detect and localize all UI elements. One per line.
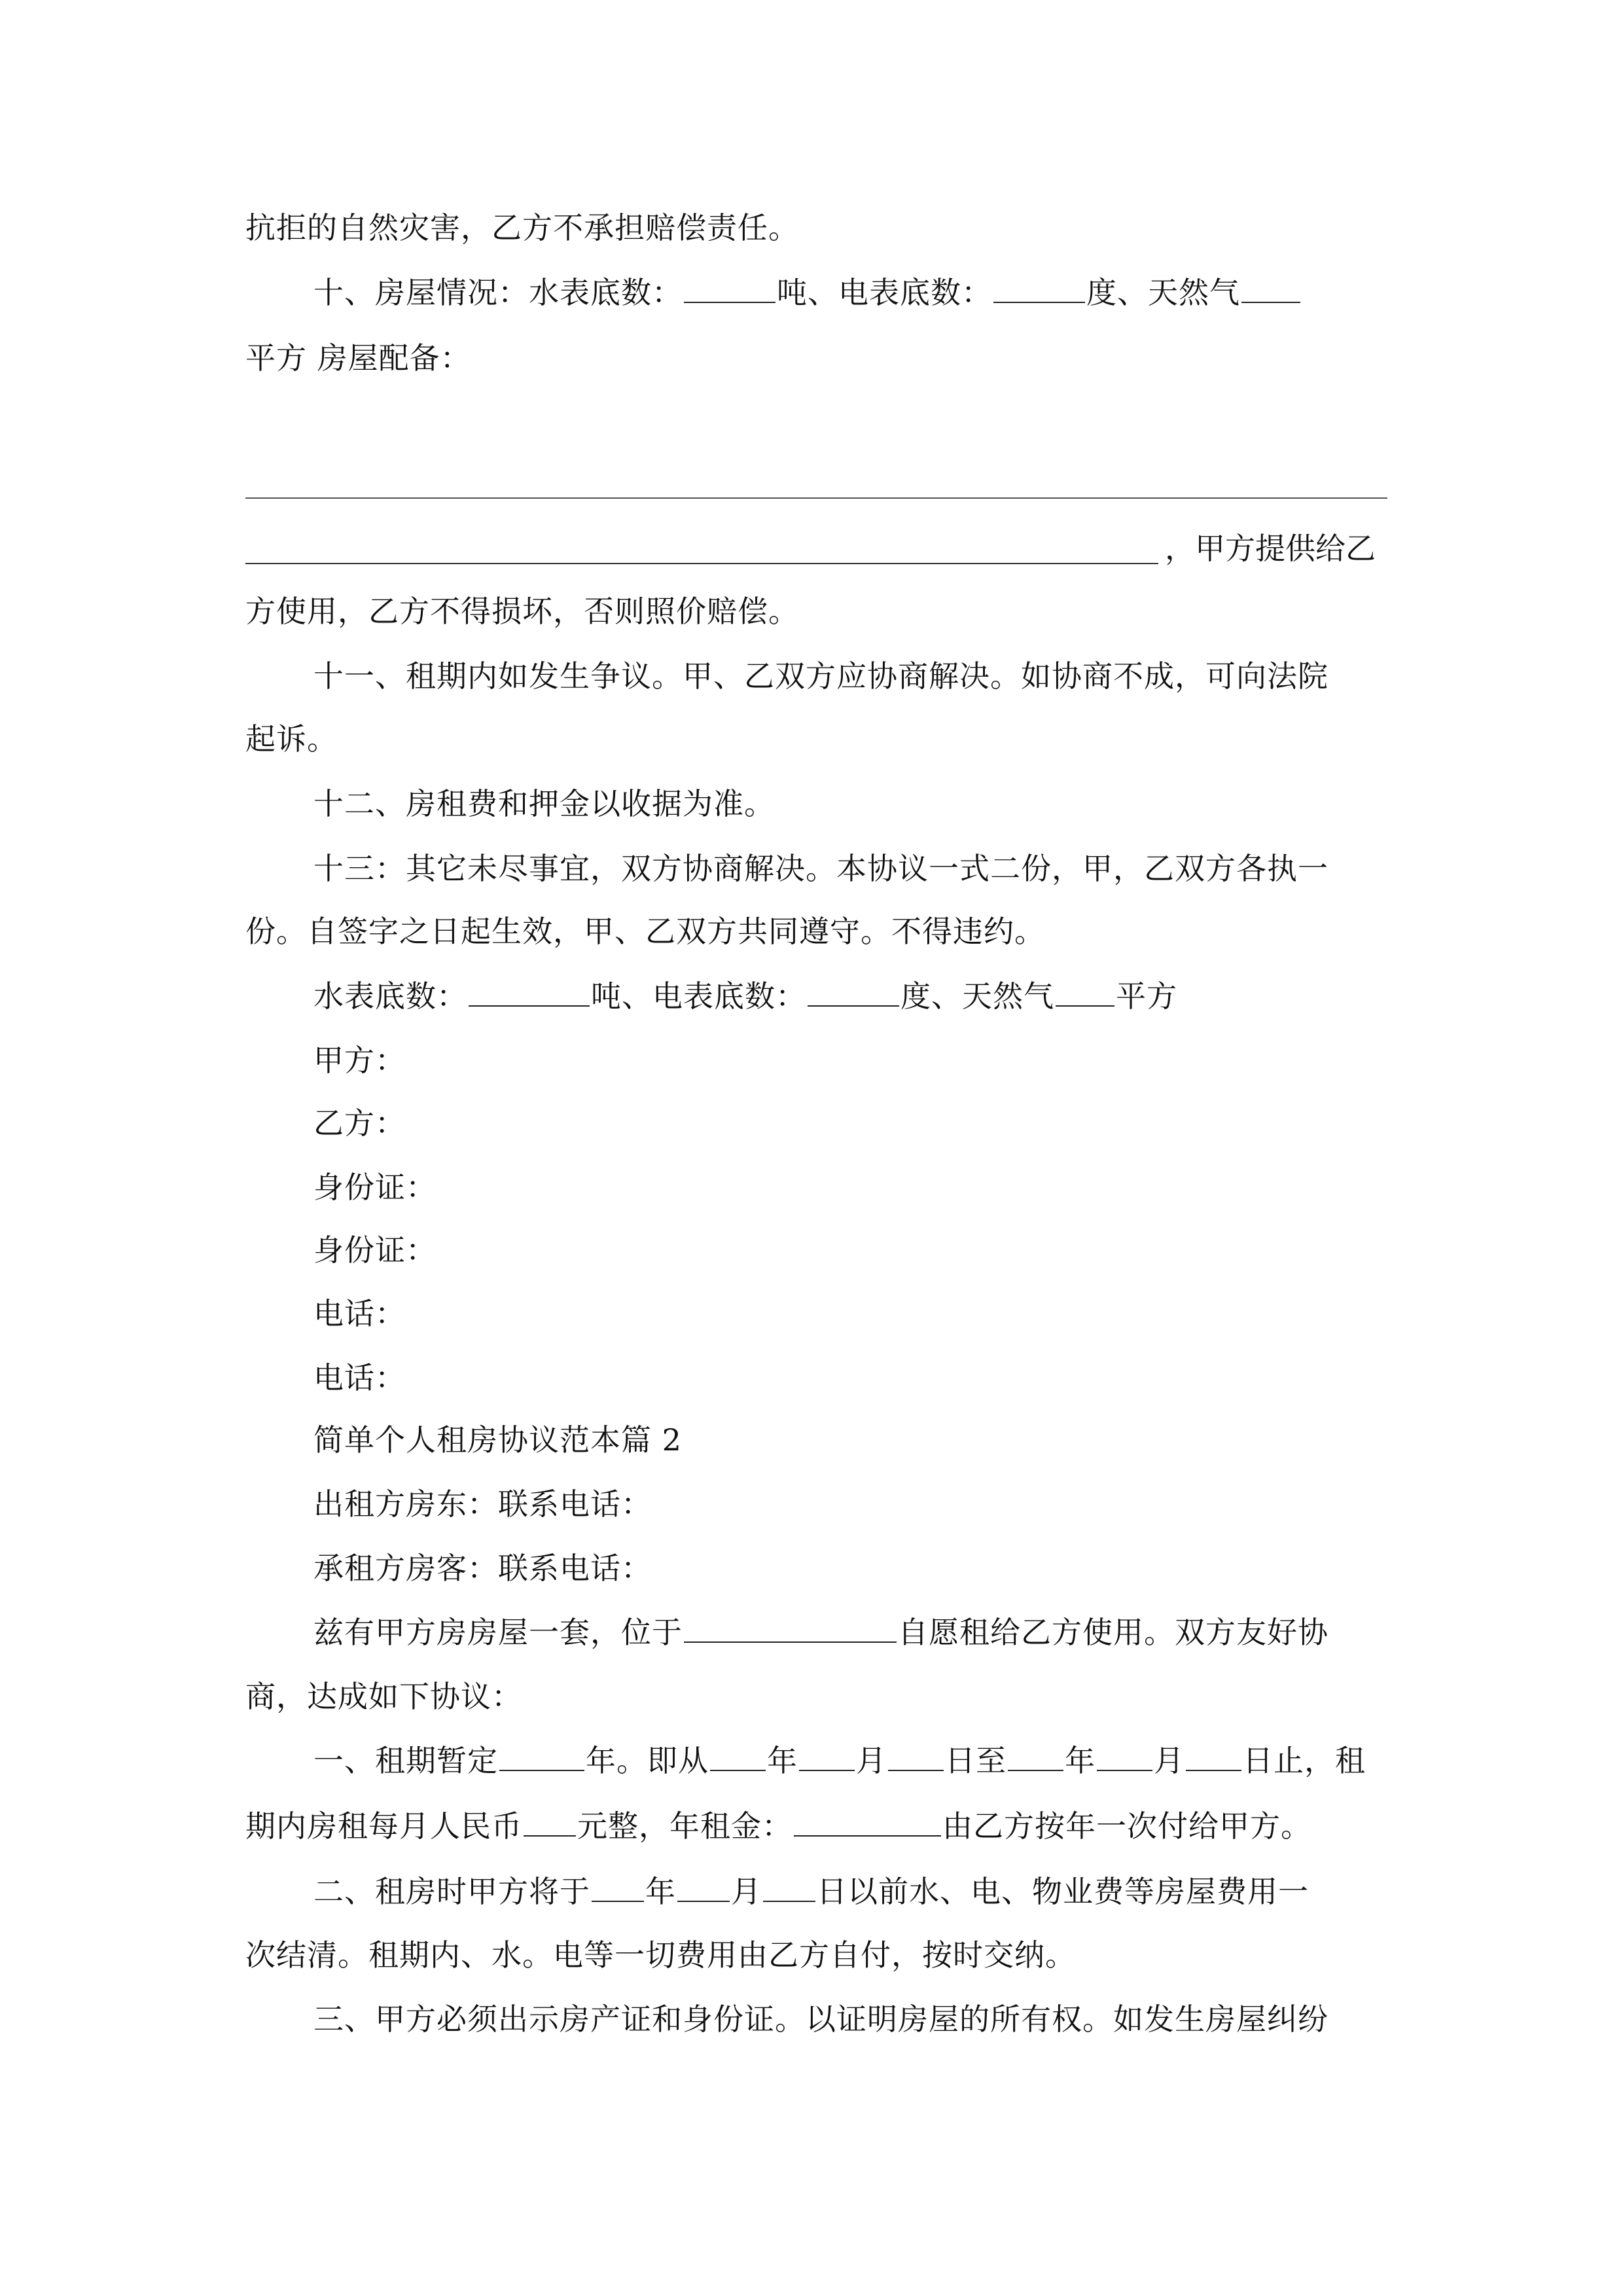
paragraph-text: 十三：其它未尽事宜，双方协商解决。本协议一式二份，甲，乙双方各执一 [313, 851, 1329, 886]
paragraph-text: 期内房租每月人民币 [245, 1808, 522, 1844]
section-heading [313, 1420, 1387, 1460]
paragraph-text: 月 [856, 1743, 887, 1778]
paragraph-text: 度、天然气 [1086, 275, 1240, 310]
text-line [313, 784, 1387, 823]
paragraph-text: 年。即从 [586, 1743, 709, 1778]
fill-blank [1008, 1741, 1063, 1771]
fill-blank [888, 1741, 944, 1771]
paragraph-text: 兹有甲方房房屋一套，位于 [313, 1615, 683, 1650]
text-line [313, 2000, 1387, 2039]
fill-blank [1186, 1741, 1241, 1771]
text-line [313, 1549, 1387, 1588]
paragraph-text: ，甲方提供给乙 [1165, 531, 1376, 566]
text-line [313, 1103, 1387, 1143]
paragraph-text: 年 [767, 1743, 798, 1778]
paragraph-text: 月 [731, 1874, 762, 1909]
text-line [313, 849, 1387, 888]
text-line [313, 1484, 1387, 1524]
text-line [245, 719, 1387, 759]
paragraph-text: 吨、电表底数： [777, 275, 992, 310]
fill-blank [1056, 977, 1115, 1007]
fill-blank [684, 1613, 897, 1643]
text-line [245, 592, 1387, 631]
fill-blank [684, 273, 776, 303]
text-line [245, 208, 1387, 247]
fill-blank [993, 273, 1085, 303]
fill-blank [763, 1872, 815, 1902]
fill-blank [799, 1741, 855, 1771]
paragraph-text: 平方 [1116, 978, 1177, 1014]
fill-blank [677, 1872, 730, 1902]
text-line [245, 1677, 1387, 1716]
paragraph-text: 三、甲方必须出示房产证和身份证。以证明房屋的所有权。如发生房屋纠纷 [313, 2001, 1329, 2037]
section-title: 简单个人租房协议范本篇 2 [313, 1422, 682, 1458]
paragraph-text: 平方 房屋配备： [245, 340, 471, 376]
text-line [245, 338, 1387, 378]
paragraph-text: 商，达成如下协议： [245, 1679, 522, 1714]
paragraph-text: 方使用，乙方不得损坏，否则照价赔偿。 [245, 594, 799, 629]
blank-rule [245, 497, 1387, 499]
text-line [313, 977, 1387, 1016]
paragraph-text: 日止，租 [1243, 1743, 1366, 1778]
text-line [313, 1358, 1387, 1397]
paragraph-text: 份。自签字之日起生效，甲、乙双方共同遵守。不得违约。 [245, 914, 1045, 949]
text-line [313, 1294, 1387, 1333]
text-line [313, 1230, 1387, 1270]
text-line [313, 1741, 1387, 1780]
text-line [313, 273, 1387, 312]
fill-blank [794, 1806, 941, 1837]
fill-blank [710, 1741, 766, 1771]
text-line [1165, 529, 1376, 568]
phone-label: 电话： [313, 1296, 406, 1331]
paragraph-text: 十一、租期内如发生争议。甲、乙双方应协商解决。如协商不成，可向法院 [313, 658, 1329, 694]
text-line [313, 1041, 1387, 1080]
paragraph-text: 由乙方按年一次付给甲方。 [942, 1808, 1311, 1844]
paragraph-text: 度、天然气 [901, 978, 1054, 1014]
paragraph-text: 吨、电表底数： [591, 978, 806, 1014]
paragraph-text: 年 [1065, 1743, 1096, 1778]
fill-blank [469, 977, 590, 1007]
phone-label: 电话： [313, 1360, 406, 1395]
signature-label-party-a: 甲方： [313, 1043, 406, 1078]
fill-blank [1097, 1741, 1152, 1771]
signature-label-party-b: 乙方： [313, 1105, 406, 1141]
paragraph-text: 承租方房客：联系电话： [313, 1551, 652, 1586]
paragraph-text: 二、租房时甲方将于 [313, 1874, 590, 1909]
paragraph-text: 元整，年租金： [577, 1808, 793, 1844]
paragraph-text: 日至 [945, 1743, 1007, 1778]
text-line [245, 1806, 1387, 1846]
paragraph-text: 抗拒的自然灾害，乙方不承担赔偿责任。 [245, 210, 799, 245]
paragraph-text: 日以前水、电、物业费等房屋费用一 [817, 1874, 1309, 1909]
fill-blank [808, 977, 899, 1007]
id-label: 身份证： [313, 1232, 437, 1268]
paragraph-text: 出租方房东：联系电话： [313, 1486, 652, 1522]
text-line [313, 1872, 1387, 1911]
paragraph-text: 水表底数： [313, 978, 467, 1014]
text-line [313, 1168, 1387, 1207]
paragraph-text: 自愿租给乙方使用。双方友好协 [898, 1615, 1329, 1650]
fill-blank [499, 1741, 584, 1771]
paragraph-text: 十二、房租费和押金以收据为准。 [313, 786, 775, 821]
id-label: 身份证： [313, 1170, 437, 1205]
text-line [245, 912, 1387, 951]
text-line [245, 1935, 1387, 1975]
fill-blank [592, 1872, 644, 1902]
paragraph-text: 十、房屋情况：水表底数： [313, 275, 683, 310]
fill-blank [1241, 273, 1300, 303]
blank-rule [245, 563, 1158, 564]
text-line [313, 656, 1387, 696]
paragraph-text: 次结清。租期内、水。电等一切费用由乙方自付，按时交纳。 [245, 1937, 1076, 1973]
fill-blank [524, 1806, 576, 1837]
paragraph-text: 起诉。 [245, 721, 338, 757]
text-line [313, 1613, 1387, 1652]
paragraph-text: 年 [645, 1874, 676, 1909]
paragraph-text: 一、租期暂定 [313, 1743, 498, 1778]
paragraph-text: 月 [1154, 1743, 1185, 1778]
